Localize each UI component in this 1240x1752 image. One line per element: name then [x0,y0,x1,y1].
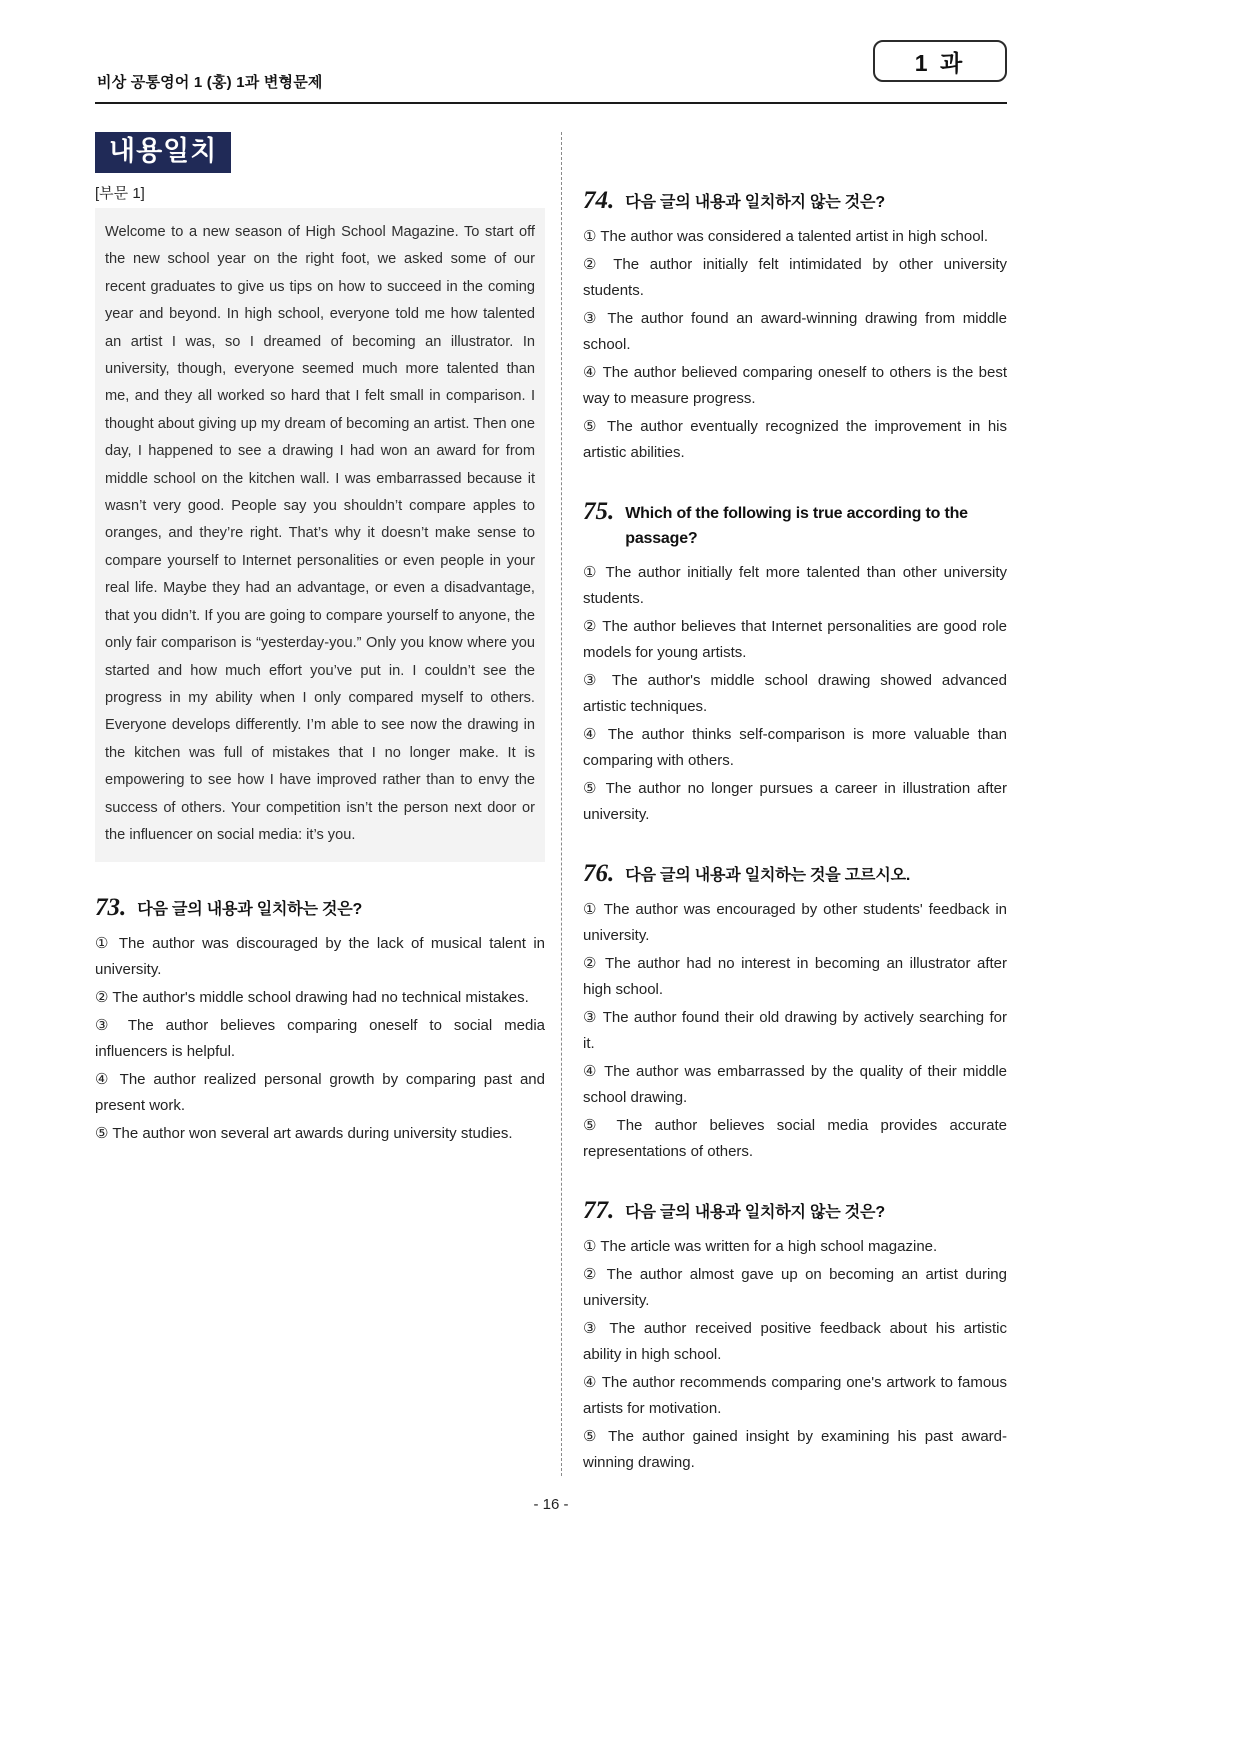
question-header [583,1198,1007,1225]
question-number: 76. [583,860,615,887]
choice-5: ⑤ The author eventually recognized the improvement in his artistic abilities. [583,418,1007,461]
unit-badge: 1 과 [873,40,1007,82]
choice-3: ③ The author received positive feedback about his artistic ability in high school. [583,1320,1007,1363]
page-content [95,0,1007,1476]
question-header [583,499,1007,551]
choice-4: ④ The author recommends comparing one's artwork to famous artists for motivation. [583,1374,1007,1417]
question-title: Which of the following is true according to the passage? [625,505,968,547]
passage-text: Welcome to a new season of High School Magazine. To start off the new school year on the right foot, we asked some of our recent graduates to give us tips on how to succeed in the coming year and beyond. In high school, everyone told me how talented an artist I was, so I dreamed of becoming an illustrator. In university, though, everyone seemed much more talented than me, and they all worked so hard that I felt small in comparison. I thought about giving up my dream of becoming an artist. Then one day, I happened to see a drawing I had won an award for from middle school on the kitchen wall. I was embarrassed because it wasn’t very good. People say you shouldn’t compare apples to oranges, and they’re right. That’s why it doesn’t make sense to compare yourself to Internet personalities or even people in your real life. Maybe they had an advantage, or even a disadvantage, that you didn’t. If you are going to compare yourself to anyone, the only fair comparison is “yesterday-you.” Only you know where you started and how much effort you’ve put in. I couldn’t see the progress in my ability when I only compared myself to others. Everyone develops differently. I’m able to see now the drawing in the kitchen was full of mistakes that I no longer make. It is empowering to see how I have improved rather than to envy the success of others. Your competition isn’t the person next door or the influencer on social media: it’s you. [105,224,535,843]
choice-list [583,897,1007,1165]
choice-list [583,560,1007,828]
choice-3: ③ The author found an award-winning drawing from middle school. [583,310,1007,353]
choice-5: ⑤ The author won several art awards during university studies. [95,1125,513,1143]
choice-2: ② The author initially felt intimidated by other university students. [583,256,1007,299]
question-73 [95,895,545,1147]
left-column [95,132,545,1476]
choice-3: ③ The author found their old drawing by actively searching for it. [583,1009,1007,1052]
choice-4: ④ The author realized personal growth by comparing past and present work. [95,1071,545,1115]
choice-3: ③ The author believes comparing oneself to social media influencers is helpful. [95,1017,545,1061]
choice-3: ③ The author's middle school drawing showed advanced artistic techniques. [583,672,1007,715]
page-number: - 16 - [533,1496,569,1513]
choice-4: ④ The author thinks self-comparison is more valuable than comparing with others. [583,726,1007,769]
question-74 [583,188,1007,466]
question-title: 다음 글의 내용과 일치하지 않는 것은? [625,194,885,211]
choice-2: ② The author's middle school drawing had no technical mistakes. [95,989,529,1007]
choice-1: ① The author initially felt more talented than other university students. [583,564,1007,607]
columns-container [95,132,1007,1476]
section-title: 내용일치 [95,132,231,173]
question-number: 74. [583,187,615,214]
question-header [583,861,1007,888]
choice-1: ① The author was discouraged by the lack of musical talent in university. [95,935,545,979]
question-number: 75. [583,498,615,525]
question-number: 77. [583,1197,615,1224]
choice-list [95,931,545,1147]
question-title: 다음 글의 내용과 일치하는 것은? [137,901,363,919]
choice-4: ④ The author was embarrassed by the quality of their middle school drawing. [583,1063,1007,1106]
document-title: 비상 공통영어 1 (홍) 1과 변형문제 [97,74,323,91]
question-title: 다음 글의 내용과 일치하지 않는 것은? [625,1204,885,1221]
right-column [562,132,1007,1476]
choice-list [583,1234,1007,1476]
choice-1: ① The author was considered a talented artist in high school. [583,228,989,245]
subsection-label: [부문 1] [95,185,145,202]
choice-5: ⑤ The author gained insight by examining his past award-winning drawing. [583,1428,1007,1471]
question-76 [583,861,1007,1165]
passage-box [95,208,545,862]
choice-2: ② The author almost gave up on becoming an artist during university. [583,1266,1007,1309]
choice-1: ① The article was written for a high school magazine. [583,1238,938,1255]
question-title: 다음 글의 내용과 일치하는 것을 고르시오. [625,867,911,884]
question-75 [583,499,1007,828]
choice-list [583,224,1007,466]
choice-1: ① The author was encouraged by other students' feedback in university. [583,901,1007,944]
question-header [95,895,545,922]
choice-5: ⑤ The author believes social media provides accurate representations of others. [583,1117,1007,1160]
question-number: 73. [95,894,127,922]
page-header [95,0,1007,104]
choice-2: ② The author had no interest in becoming an illustrator after high school. [583,955,1007,998]
choice-5: ⑤ The author no longer pursues a career in illustration after university. [583,780,1007,823]
question-77 [583,1198,1007,1476]
question-header [583,188,1007,215]
choice-2: ② The author believes that Internet personalities are good role models for young artists. [583,618,1007,661]
choice-4: ④ The author believed comparing oneself to others is the best way to measure progress. [583,364,1007,407]
